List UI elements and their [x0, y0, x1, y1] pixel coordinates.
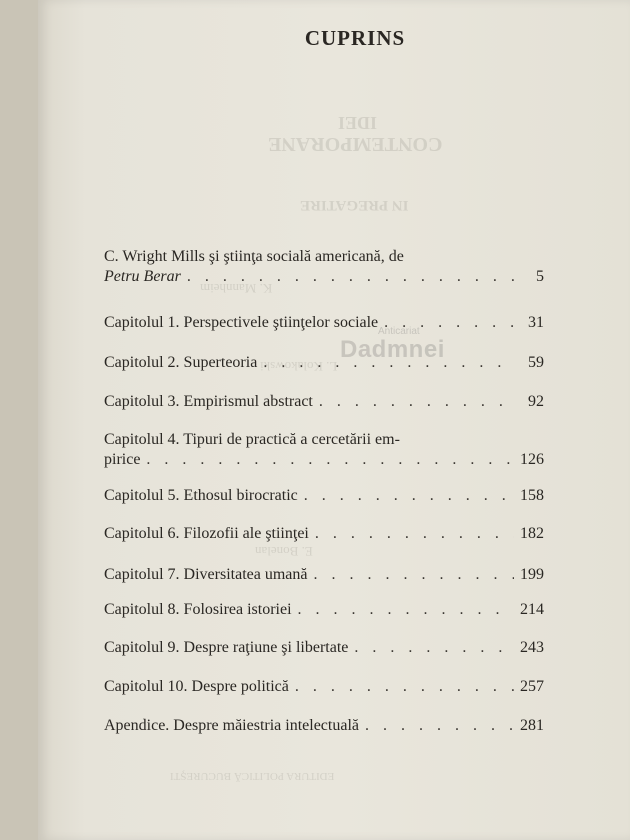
toc-entry-page: 182: [520, 525, 544, 542]
toc-entry: [104, 638, 544, 658]
toc-entry-page: 243: [520, 639, 544, 656]
toc-entry: [104, 565, 544, 585]
toc-entry-page: 199: [520, 566, 544, 583]
leader-dots: [384, 313, 516, 333]
page-title: CUPRINS: [304, 26, 406, 50]
leader-dots: [304, 486, 514, 506]
leader-dots: [319, 392, 516, 412]
toc-entry-label: Capitolul 1. Perspectivele ştiinţelor sociale: [104, 314, 379, 331]
toc-entry-page: 59: [528, 354, 544, 371]
show-through-text: IN PREGATIRE: [300, 197, 409, 213]
book-page: [38, 0, 630, 840]
toc-entry-label: Capitolul 9. Despre raţiune şi libertate: [104, 639, 349, 656]
toc-entry-label: Apendice. Despre măiestria intelectuală: [104, 717, 359, 734]
show-through-text: CONTEMPORANE: [268, 133, 443, 155]
toc-entry-label: Capitolul 7. Diversitatea umană: [104, 566, 308, 583]
toc-entry: [104, 353, 544, 373]
leader-dots: [298, 600, 514, 620]
toc-entry: [104, 716, 544, 736]
leader-dots: [315, 524, 514, 544]
toc-entry-label: pirice: [104, 451, 141, 468]
leader-dots: [314, 565, 515, 585]
watermark-big-text: Dadmnei: [340, 336, 445, 363]
show-through-text: L. Kolakowski: [260, 359, 338, 374]
toc-entry-label: Capitolul 10. Despre politică: [104, 678, 289, 695]
toc-entry: [104, 313, 544, 333]
leader-dots: [354, 638, 514, 658]
toc-entry-page: 158: [520, 487, 544, 504]
watermark-small-text: Anticariat: [378, 326, 420, 337]
toc-entry-label-line1: C. Wright Mills şi ştiinţa socială americană, de: [104, 248, 404, 265]
toc-entry: [104, 524, 544, 544]
show-through-text: EDITURA POLITICĂ BUCUREŞTI: [170, 770, 335, 782]
toc-entry-page: 126: [520, 451, 544, 468]
show-through-text: IDEI: [338, 113, 378, 133]
leader-dots: [263, 353, 516, 373]
leader-dots: [295, 677, 514, 697]
toc-entry-label: Capitolul 5. Ethosul birocratic: [104, 487, 298, 504]
leader-dots: [146, 450, 514, 470]
toc-entry-label: Petru Berar: [104, 268, 181, 285]
toc-entry: [104, 392, 544, 412]
toc-entry: [104, 677, 544, 697]
toc-entry-page: 214: [520, 601, 544, 618]
toc-entry-page: 257: [520, 678, 544, 695]
toc-entry-page: 92: [528, 393, 544, 410]
show-through-text: E. Bonelan: [255, 544, 313, 559]
toc-entry-page: 281: [520, 717, 544, 734]
toc-entry-label-line1: Capitolul 4. Tipuri de practică a cercetării em-: [104, 431, 400, 448]
toc-entry: [104, 600, 544, 620]
show-through-text: K. Mannheim: [200, 281, 273, 296]
toc-entry-label: Capitolul 2. Superteoria: [104, 354, 258, 371]
toc-entry-label: Capitolul 6. Filozofii ale ştiinţei: [104, 525, 309, 542]
leader-dots: [187, 267, 516, 287]
toc-entry-page: 31: [528, 314, 544, 331]
toc-entry: [104, 430, 544, 470]
toc-entry-label: Capitolul 3. Empirismul abstract: [104, 393, 313, 410]
toc-entry-page: 5: [536, 268, 544, 285]
leader-dots: [365, 716, 514, 736]
toc-entry-label: Capitolul 8. Folosirea istoriei: [104, 601, 292, 618]
toc-entry: [104, 486, 544, 506]
toc-entry: [104, 247, 544, 287]
